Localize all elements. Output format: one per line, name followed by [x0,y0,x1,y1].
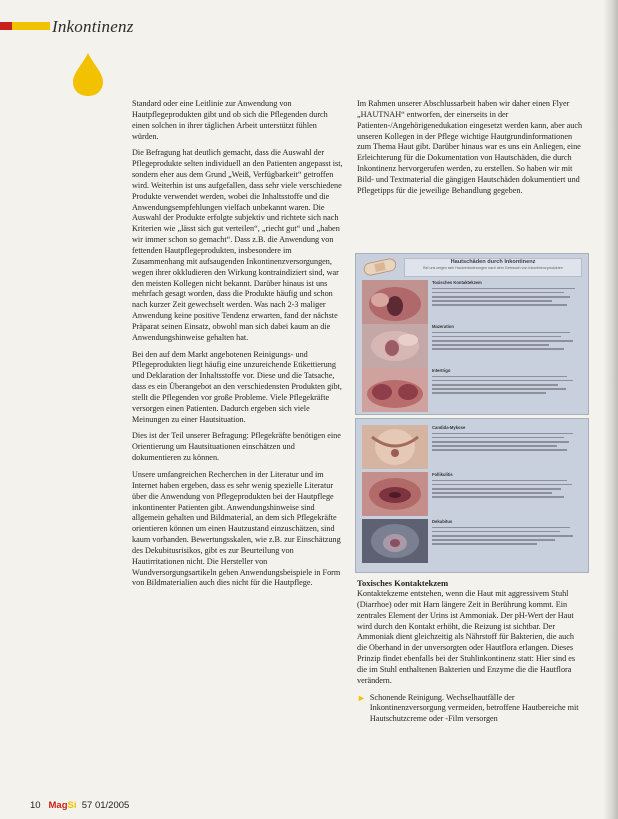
photo-caption [432,472,582,516]
paragraph: Kontaktekzeme entstehen, wenn die Haut mit aggressivem Stuhl (Diarrhoe) oder mit Harn längere Zeit in Berührung kommt. Ein zentrales Element der Urins ist Ammoniak. Der pH-Wert der Haut wird durch den Kontakt erhöht, die Reizung ist sichtbar. Der Ammoniak dient gleichzeitig als Nährstoff für Bakterien, die auch die Oberhand in der unversorgten oder Hautflora erlangen. Dieses Prinzip findet ebenfalls bei der Stuhlinkontinenz statt: Hier sind es die im Stuhl enthaltenen Bakterien und Enzyme die die Hautflora verändern. [357,589,576,685]
page-edge-shadow [604,0,618,819]
page-footer [30,800,129,811]
droplet-icon [70,51,106,98]
caption-title: Toxisches Kontaktekzem [432,280,482,285]
skin-photo [362,472,428,516]
caption-title: Dekubitus [432,519,453,524]
skin-photo [362,519,428,563]
figure-header [404,258,582,277]
magazine-logo: MagSi [48,800,77,811]
caption-title: Candida-Mykose [432,425,466,430]
paragraph: Im Rahmen unserer Abschlussarbeit haben wir daher einen Flyer „HAUTNAH“ entworfen, der einerseits in der Patienten-/Angehörigenedukation eingesetzt werden kann, aber auch unseren Kollegen in der Pflege wichtige Hautgrundinformationen zum Thema Haut gibt. Darüber hinaus war es uns ein Anliegen, eine Erleichterung für die Dokumentation von Hautschäden, die durch Inkontinenz hervorgerufen werden, zu erstellen. So haben wir mit Bild- und Textmaterial die gängigen Hautschäden dokumentiert und Pflegetipps für die jeweilige Behandlung gegeben. [357,99,583,195]
triangle-bullet-icon: ► [357,692,366,703]
figure-title: Hautschäden durch Inkontinenz [450,259,536,265]
section-title: Inkontinenz [52,17,134,36]
photo-caption [432,519,582,563]
bullet-item [357,693,585,726]
flyer-figure-page-2 [355,418,589,573]
paragraph: Die Befragung hat deutlich gemacht, dass die Auswahl der Pflegeprodukte selten individuell an den Patienten angepasst ist, sondern eher aus dem Grund „Weiß, Verfügbarkeit“ getroffen wird. Weiterhin ist uns aufgefallen, dass sehr viele verschiedene Produkte verwendet werden, wobei die Inhaltsstoffe und die Anwendungsempfehlungen vielfach unbekannt waren. Die Auswahl der Produkte erfolgte subjektiv und richtete sich nach Kriterien wie „lässt sich gut verteilen“, „riecht gut“ und „haben wir immer schon so gemacht“. Dass z.B. die Anwendung von fettenden Hautpflegeprodukten, insbesondere im Zusammenhang mit aufsaugenden Inkontinenzversorgungen, wegen ihrer okkludieren den Wirkung kontraindiziert sind, war den meisten Kollegen nicht bekannt. Darüber hinaus ist uns mehrfach gesagt worden, dass die Produkte häufig und schon nach kurzer Zeit gewechselt werden. Was nach 2-3 maliger Anwendung keine positive Tendenz erwarten, fand der nächste Präparat seinen Einsatz, obwohl man sich dabei kaum an die Anwendungshinweise gehalten hat. [132,148,343,342]
section-heading: Toxisches Kontaktekzem [357,578,449,588]
bullet-text: Schonende Reinigung. Wechselhautfälle der Inkontinenzversorgung vermeiden, betroffene Hautbereiche mit Hautschutzcreme oder -Film versorgen [369,692,579,724]
photo-caption [432,280,582,324]
paragraph: Unsere umfangreichen Recherchen in der Literatur und im Internet haben ergeben, dass es sehr wenig spezielle Literatur über die Anwendung von Pflegeprodukten bei der Hautpflege inkontinenter Patienten gibt. Anwendungshinweise sind allgemein gehalten und Bildmaterial, an dem sich Pflegekräfte orientieren können um einen Hautzustand einzuschätzen, sind kaum vorhanden. Bewertungsskalen, wie z.B. zur Einschätzung des Dekubitusrisikos, gibt es zur Beurteilung von Hautirritationen nicht. Die Hersteller von Wundversorgungsartikeln geben Anwendungsbeispiele in Form von Bildmaterialien auch dies nicht für die Hautpflege. [132,470,341,588]
photo-caption [432,368,582,412]
caption-title: Intertrigo [432,368,451,373]
skin-photo [362,425,428,469]
page-number: 10 [30,800,41,811]
right-column-bottom [357,578,585,725]
paragraph: Standard oder eine Leitlinie zur Anwendung von Hautpflegeprodukten gibt und ob sich die Pflegenden durch einen solchen in ihrer täglichen Arbeit unterstützt fühlen würden. [132,99,328,141]
photo-caption [432,425,582,469]
bandage-logo-icon [362,257,398,277]
issue-label: 57 01/2005 [81,800,130,811]
caption-title: Mazeration [432,324,454,329]
flyer-figure-page-1 [355,253,589,415]
paragraph: Dies ist der Teil unserer Befragung: Pflegekräfte benötigen eine Orientierung um Hautsituationen einschätzen und dokumentieren zu können. [132,431,341,463]
skin-photo [362,368,428,412]
left-column [132,99,344,595]
figure-subtitle: Bei uns zeigen sich Hautveränderungen nach dem Gebrauch von Inkontinenzprodukten [423,266,563,270]
skin-photo [362,324,428,368]
photo-caption [432,324,582,368]
skin-photo [362,280,428,324]
paragraph: Bei den auf dem Markt angebotenen Reinigungs- und Pflegeprodukten liegt häufig eine unzureichende Etikettierung und Deklaration der Inhaltsstoffe vor. Diese und die Tatsache, dass es ein Überangebot an den verschiedensten Produkten gibt, stellt die Pflegenden vor große Probleme. Viele Pflegekräfte versorgen einen Patienten. Dadurch ergeben sich viele Meinungen zu einer Hautsituation. [132,349,342,424]
header-color-bar [0,22,50,30]
caption-title: Follikulitis [432,472,453,477]
right-column-top [357,99,585,203]
